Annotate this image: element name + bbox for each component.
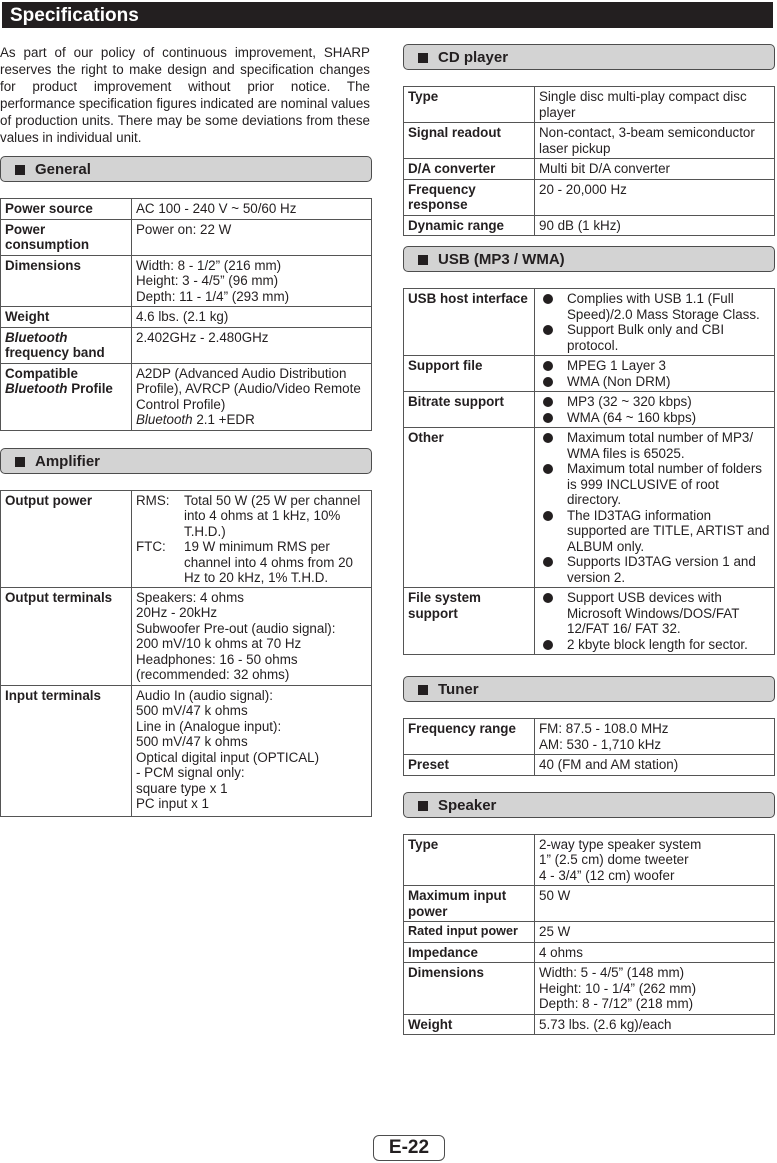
spec-value: AC 100 - 240 V ~ 50/60 Hz — [132, 199, 372, 220]
rms-value: Total 50 W (25 W per channel into 4 ohms at 1 kHz, 10% T.H.D.) — [184, 492, 361, 539]
dim-height: Height: 10 - 1/4” (262 mm) — [539, 980, 697, 996]
section-header-usb — [403, 246, 775, 272]
spec-value — [535, 963, 775, 1015]
value-line: 1” (2.5 cm) dome tweeter — [539, 852, 689, 867]
spec-label: File system support — [404, 588, 535, 655]
spec-value: Non-contact, 3-beam semiconductor laser pickup — [535, 123, 775, 159]
bt-version: 2.1 +EDR — [192, 412, 255, 427]
spec-value: 5.73 lbs. (2.6 kg)/each — [535, 1014, 775, 1035]
table-row — [404, 159, 775, 180]
spec-value: 90 dB (1 kHz) — [535, 215, 775, 236]
spec-value — [535, 588, 775, 655]
bullet-icon — [543, 640, 553, 650]
spec-label: Rated input power — [404, 922, 535, 943]
bullet-text: WMA (64 ~ 160 kbps) — [567, 409, 697, 425]
spec-label: Dynamic range — [404, 215, 535, 236]
spec-label: Input terminals — [1, 685, 132, 816]
spec-label: D/A converter — [404, 159, 535, 180]
table-row — [404, 356, 775, 392]
spec-label: Power source — [1, 199, 132, 220]
table-row — [1, 327, 372, 363]
spec-label: Support file — [404, 356, 535, 392]
spec-label: Dimensions — [1, 255, 132, 307]
table-row — [404, 179, 775, 215]
table-row — [404, 289, 775, 356]
square-bullet-icon — [418, 685, 428, 695]
table-row — [404, 719, 775, 755]
section-title: CD player — [438, 49, 509, 66]
spec-value — [535, 392, 775, 428]
table-row — [1, 199, 372, 220]
bullet-text: MP3 (32 ~ 320 kbps) — [567, 394, 692, 409]
value-line: Audio In (audio signal): — [136, 687, 273, 703]
table-row — [404, 428, 775, 588]
bullet-icon — [543, 557, 553, 567]
table-row — [404, 963, 775, 1015]
table-row — [1, 490, 372, 587]
spec-value — [535, 428, 775, 588]
spec-value — [535, 356, 775, 392]
value-line: 200 mV/10 k ohms at 70 Hz — [136, 636, 302, 651]
bullet-text: Supports ID3TAG version 1 and version 2. — [567, 554, 756, 585]
spec-value — [132, 587, 372, 685]
ftc-label: FTC: — [136, 539, 166, 554]
value-line: FM: 87.5 - 108.0 MHz — [539, 721, 669, 736]
spec-label: Dimensions — [404, 963, 535, 1015]
speaker-table — [403, 834, 775, 1036]
section-title: Speaker — [438, 796, 497, 814]
spec-label: Power consumption — [1, 219, 132, 255]
spec-value — [535, 289, 775, 356]
table-row — [404, 87, 775, 123]
dim-depth: Depth: 11 - 1/4” (293 mm) — [136, 288, 290, 304]
bullet-text: WMA (Non DRM) — [567, 373, 671, 389]
table-row — [404, 886, 775, 922]
table-row — [1, 219, 372, 255]
spec-label: USB host interface — [404, 289, 535, 356]
table-row — [1, 587, 372, 685]
table-row — [404, 755, 775, 776]
spec-value: 25 W — [535, 922, 775, 943]
bullet-icon — [543, 464, 553, 474]
square-bullet-icon — [418, 53, 428, 63]
spec-label: Bitrate support — [404, 392, 535, 428]
spec-value — [535, 719, 775, 755]
square-bullet-icon — [15, 165, 25, 175]
spec-label: Impedance — [404, 942, 535, 963]
usb-table — [403, 288, 775, 655]
label-line: frequency band — [5, 345, 105, 360]
bullet-icon — [543, 511, 553, 521]
value-line: Optical digital input (OPTICAL) — [136, 749, 320, 765]
spec-label: Output terminals — [1, 587, 132, 685]
spec-label: Frequency range — [404, 719, 535, 755]
value-line: Speakers: 4 ohms — [136, 589, 244, 605]
dim-height: Height: 3 - 4/5” (96 mm) — [136, 273, 279, 288]
value-line: Subwoofer Pre-out (audio signal): — [136, 620, 336, 636]
bluetooth-word: Bluetooth — [136, 412, 193, 427]
table-row — [404, 392, 775, 428]
section-header-general — [0, 156, 372, 182]
section-header-tuner — [403, 676, 775, 702]
spec-value: 2.402GHz - 2.480GHz — [132, 327, 372, 363]
spec-value: Power on: 22 W — [132, 219, 372, 255]
spec-label: Frequency response — [404, 179, 535, 215]
spec-label: Signal readout — [404, 123, 535, 159]
square-bullet-icon — [418, 255, 428, 265]
bullet-text: The ID3TAG information supported are TITLE, ARTIST and ALBUM only. — [567, 507, 770, 554]
spec-value — [535, 834, 775, 886]
general-table — [0, 198, 372, 431]
spec-value: 50 W — [535, 886, 775, 922]
bullet-icon — [543, 413, 553, 423]
bluetooth-word: Bluetooth — [5, 381, 68, 396]
square-bullet-icon — [15, 457, 25, 467]
intro-paragraph: As part of our policy of continuous improvement, SHARP reserves the right to make design and specification changes for product improvement without prior notice. The performance specification figures indicated are nominal values of production units. There may be some deviations from these values in individual unit. — [0, 45, 370, 145]
table-row — [404, 834, 775, 886]
value-line: (recommended: 32 ohms) — [136, 667, 290, 682]
spec-value: 40 (FM and AM station) — [535, 755, 775, 776]
cd-player-table — [403, 86, 775, 236]
bullet-icon — [543, 593, 553, 603]
spec-value: Multi bit D/A converter — [535, 159, 775, 180]
bluetooth-word: Bluetooth — [5, 329, 68, 345]
table-row — [1, 255, 372, 307]
spec-label: Type — [404, 834, 535, 886]
spec-value — [132, 490, 372, 587]
spec-value: Single disc multi-play compact disc player — [535, 87, 775, 123]
rms-label: RMS: — [136, 492, 170, 508]
spec-label: Output power — [1, 490, 132, 587]
ftc-value: 19 W minimum RMS per channel into 4 ohms from 20 Hz to 20 kHz, 1% T.H.D. — [184, 539, 353, 585]
table-row — [404, 588, 775, 655]
spec-label: Other — [404, 428, 535, 588]
section-header-speaker — [403, 792, 775, 818]
value-line: 500 mV/47 k ohms — [136, 734, 248, 749]
value-line: AM: 530 - 1,710 kHz — [539, 736, 662, 752]
dim-width: Width: 8 - 1/2” (216 mm) — [136, 257, 282, 273]
value-line: 2-way type speaker system — [539, 836, 702, 852]
dim-depth: Depth: 8 - 7/12” (218 mm) — [539, 996, 694, 1011]
value-line: Headphones: 16 - 50 ohms — [136, 651, 298, 667]
bullet-icon — [543, 433, 553, 443]
spec-value — [132, 363, 372, 430]
spec-value: 4 ohms — [535, 942, 775, 963]
table-row — [1, 307, 372, 328]
section-header-cd-player — [403, 44, 775, 70]
bullet-text: Support USB devices with Microsoft Windows/DOS/FAT 12/FAT 16/ FAT 32. — [567, 590, 740, 636]
spec-value: 4.6 lbs. (2.1 kg) — [132, 307, 372, 328]
tuner-table — [403, 718, 775, 776]
amplifier-table — [0, 490, 372, 817]
spec-value — [132, 255, 372, 307]
bullet-icon — [543, 397, 553, 407]
value-line: 4 - 3/4” (12 cm) woofer — [539, 867, 675, 883]
page-header-banner — [2, 2, 773, 28]
spec-label: Preset — [404, 755, 535, 776]
section-title: Tuner — [438, 681, 479, 698]
page-number: E-22 — [373, 1135, 445, 1161]
bullet-text: 2 kbyte block length for sector. — [567, 636, 748, 652]
bullet-text: MPEG 1 Layer 3 — [567, 358, 666, 373]
value-line: square type x 1 — [136, 780, 228, 796]
table-row — [404, 942, 775, 963]
table-row — [404, 1014, 775, 1035]
bullet-text: Complies with USB 1.1 (Full Speed)/2.0 Mass Storage Class. — [567, 291, 760, 322]
spec-label: Type — [404, 87, 535, 123]
value-line: - PCM signal only: — [136, 765, 245, 780]
table-row — [404, 922, 775, 943]
square-bullet-icon — [418, 801, 428, 811]
bullet-icon — [543, 377, 553, 387]
spec-value — [132, 685, 372, 816]
section-title: General — [35, 161, 91, 178]
table-row — [1, 685, 372, 816]
dim-width: Width: 5 - 4/5” (148 mm) — [539, 965, 685, 980]
value-line: 20Hz - 20kHz — [136, 605, 218, 620]
section-title: Amplifier — [35, 452, 101, 470]
table-row — [404, 123, 775, 159]
spec-label: Weight — [404, 1014, 535, 1035]
value-line: 500 mV/47 k ohms — [136, 703, 248, 718]
bullet-icon — [543, 361, 553, 371]
spec-value: 20 - 20,000 Hz — [535, 179, 775, 215]
page-title: Specifications — [10, 5, 139, 26]
value-line: Line in (Analogue input): — [136, 718, 282, 734]
right-column — [403, 44, 775, 1035]
bullet-text: Support Bulk only and CBI protocol. — [567, 322, 725, 353]
bullet-text: Maximum total number of folders is 999 INCLUSIVE of root directory. — [567, 461, 762, 507]
label-line: Profile — [67, 381, 113, 396]
profile-list: A2DP (Advanced Audio Distribution Profile), AVRCP (Audio/Video Remote Control Profile) — [136, 365, 361, 412]
spec-label — [1, 327, 132, 363]
section-title: USB (MP3 / WMA) — [438, 251, 565, 268]
bullet-text: Maximum total number of MP3/ WMA files is 65025. — [567, 430, 754, 461]
spec-label — [1, 363, 132, 430]
table-row — [404, 215, 775, 236]
spec-label: Maximum input power — [404, 886, 535, 922]
spec-label: Weight — [1, 307, 132, 328]
bullet-icon — [543, 325, 553, 335]
bullet-icon — [543, 294, 553, 304]
section-header-amplifier — [0, 448, 372, 474]
label-line: Compatible — [5, 365, 78, 381]
table-row — [1, 363, 372, 430]
left-column — [0, 44, 372, 817]
value-line: PC input x 1 — [136, 796, 209, 811]
